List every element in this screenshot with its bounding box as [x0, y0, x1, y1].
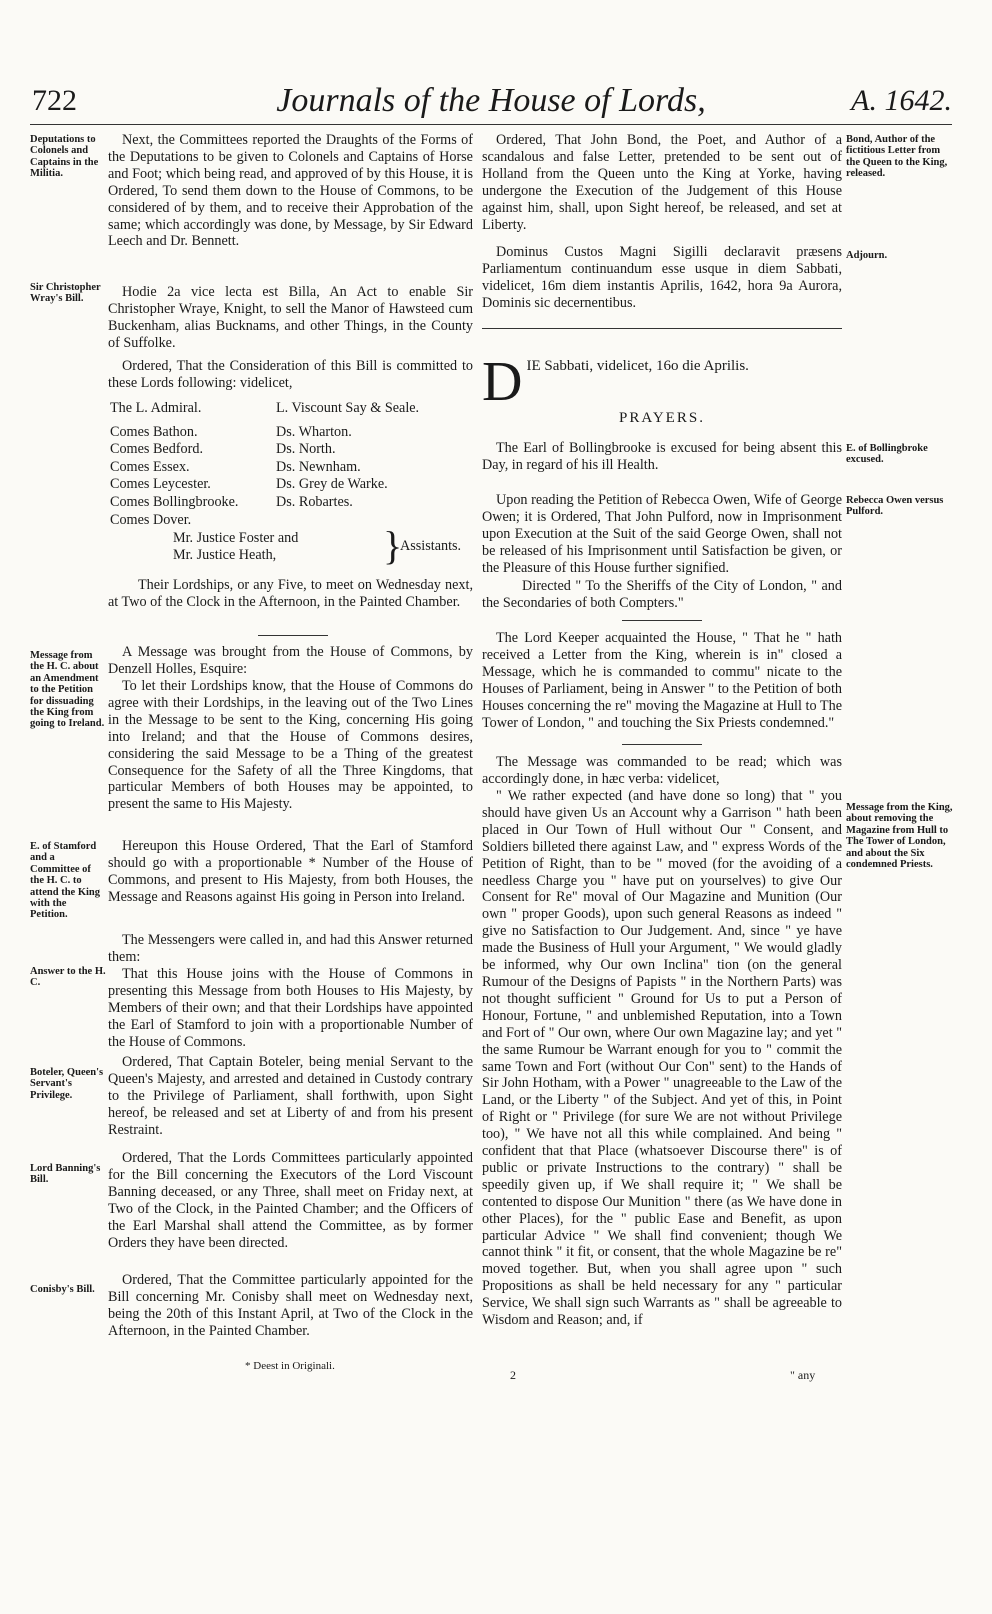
section-rule-3 [622, 744, 702, 745]
member-right-3: Ds. North. [276, 441, 336, 458]
page-title: Journals of the House of Lords, [276, 82, 706, 119]
margin-note-message-hc: Message from the H. C. about an Amendment to the Petition for dissuading the King from going to Ireland. [30, 650, 105, 730]
paragraph-messengers: The Messengers were called in, and had this Answer returned them: [108, 932, 473, 965]
members-left [110, 400, 270, 529]
member-left-0: The L. Admiral. [110, 400, 202, 416]
committee-members [108, 400, 473, 528]
assistant-heath: Mr. Justice Heath, [173, 547, 277, 563]
margin-note-owen: Rebecca Owen versus Pulford. [846, 495, 944, 518]
member-right-2: Ds. Wharton. [276, 423, 352, 440]
signature-mark: 2 [510, 1368, 516, 1382]
day-heading-text: IE Sabbati, videlicet, 16o die Aprilis. [526, 358, 749, 374]
members-right [276, 400, 476, 512]
member-left-4: Comes Essex. [110, 458, 190, 475]
paragraph-adjourn: Dominus Custos Magni Sigilli declaravit præsens Parliamentum continuandum esse usque in diem Sabbati, videlicet, 16m diem instantis Aprilis, 1642, hora 9a Aurora, Dominis sic decernentibus. [482, 244, 842, 311]
catchword: " any [790, 1368, 816, 1382]
drop-cap: D [482, 351, 523, 413]
paragraph-message-read: The Message was commanded to be read; which was accordingly done, in hæc verba: videlicet, [482, 754, 842, 787]
paragraph-lord-keeper: The Lord Keeper acquainted the House, " That he " hath received a Letter from the King, wherein is in" closed a Message, which he is commanded to commu" nicate to the Houses of Parliament, being in Answer " to the Petition of both Houses concerning the re" moving the Magazine at Hull to The Tower of London, " and touching the Six Priests condemned." [482, 630, 842, 731]
member-left-6: Comes Bollingbrooke. [110, 493, 239, 510]
margin-note-boteler: Boteler, Queen's Servant's Privilege. [30, 1067, 104, 1101]
paragraph-boteler: Ordered, That Captain Boteler, being menial Servant to the Queen's Majesty, and arrested and detained in Custody contrary to the Privilege of Parliament, shall forthwith, upon Sight hereof, be released and set at Liberty of and from his present Restraint. [108, 1054, 473, 1138]
paragraph-deputations: Next, the Committees reported the Draughts of the Forms of the Deputations to be given to Colonels and Captains of Horse and Foot; which being read, and approved of by this House, it is Ordered, To send them down to the House of Commons, to be considered of by them, and to receive their Approbation of the same; which accordingly was done, by Message, by Sir Edward Leech and Dr. Bennett. [108, 132, 473, 250]
margin-note-adjourn: Adjourn. [846, 250, 888, 261]
margin-note-wray: Sir Christopher Wray's Bill. [30, 282, 101, 305]
member-left-7: Comes Dover. [110, 511, 192, 528]
member-left-5: Comes Leycester. [110, 476, 211, 493]
day-heading [482, 351, 842, 413]
member-right-6: Ds. Robartes. [276, 493, 353, 510]
paragraph-banning: Ordered, That the Lords Committees particularly appointed for the Bill concerning the Executors of the Lord Viscount Banning deceased, or any Three, shall meet on Friday next, at Two of the Clock, in the Painted Chamber; and the Officers of the Earl Marshal shall attend the Committee, as by former Orders they have been directed. [108, 1150, 473, 1251]
assistants-label: Assistants. [400, 538, 462, 554]
assistant-foster: Mr. Justice Foster and [173, 530, 299, 546]
assistants-block [173, 523, 462, 568]
paragraph-conisby: Ordered, That the Committee particularly appointed for the Bill concerning Mr. Conisby shall meet on Wednesday next, being the 20th of this Instant April, at Two of the Clock in the Afternoon, in the Painted Chamber. [108, 1272, 473, 1339]
section-rule [258, 635, 328, 636]
paragraph-stamford: Hereupon this House Ordered, That the Earl of Stamford should go with a proportionable * Number of the House of Commons, and present to His Majesty, from both Houses, the Message and Reasons against His going in Person into Ireland. [108, 838, 473, 905]
paragraph-committed: Ordered, That the Consideration of this Bill is committed to these Lords following: videlicet, [108, 358, 473, 391]
paragraph-their-lordships: Their Lordships, or any Five, to meet on Wednesday next, at Two of the Clock in the Afternoon, in the Painted Chamber. [108, 577, 473, 610]
margin-note-king-message: Message from the King, about removing the Magazine from Hull to The Tower of London, and about the Six condemned Priests. [846, 802, 953, 871]
page-header [30, 84, 952, 124]
page-year: A. 1642. [851, 84, 952, 117]
page-number: 722 [32, 84, 77, 117]
member-right-5: Ds. Grey de Warke. [276, 476, 388, 493]
header-rule [30, 124, 952, 125]
paragraph-king-message: " We rather expected (and have done so long) that " you should have given Us an Account why a Garrison " hath been placed in Our Town of Hull without Our " Consent, and Soldiers billeted there against Law, and " express Words of the Petition of Right, than to be " moved (for the avoiding of a needless Charge you " have put on yourselves) to give Our Consent for Re" moval of Our Magazine and Munition (Our own " proper Goods), upon such general Reasons as indeed " give no Satisfaction to Our Judgement. And, since " ye have made the Business of Hull your Argument, " We would gladly be informed, why Our own Inclina" tion (on the general Rumour of the Designs of Papists " in the Northern Parts) was not thought sufficient " Ground for Us to put a Person of Honour, Fortune, " and unblemished Reputation, into a Town and Fort of " Our own, where Our own Magazine lay; and yet " the same Rumour be Warrant enough for you to " commit the same Town and Fort (without Our Con" sent) to the Hands of Sir John Hotham, with a Power " unagreeable to the Law of the Land, or the Liberty " of the Subject. And yet of this, in Point of Right or " Privilege (for sure We are not without Privilege too), " We have not all this while complained. And being " confident that that Place (whatsoever Discourse there" is of public or private Instructions to the contrary) " shall be speedily given up, if We shall require it; " We shall be contented to dispose Our Munition " there (as We have done in other Places), for the " public Ease and Benefit, as upon particular Advice " We shall find convenient; though We cannot think " it fit, or consent, that the whole Magazine be re" moved together. But, when you shall agree upon " such Propositions as shall be held necessary for any " particular Service, We shall sign such Warrants as " shall be agreeable to Wisdom and Reason; and, if [482, 788, 842, 1329]
day-rule [482, 328, 842, 329]
margin-note-answer: Answer to the H. C. [30, 966, 106, 989]
brace-mark: } [383, 523, 403, 568]
margin-note-bollingbroke: E. of Bollingbroke excused. [846, 443, 928, 466]
paragraph-answer: That this House joins with the House of Commons in presenting this Message from both Houses to His Majesty, by Members of their own; and that their Lordships have appointed the Earl of Stamford to join with a proportionable Number of the House of Commons. [108, 966, 473, 1050]
margin-note-banning: Lord Banning's Bill. [30, 1163, 101, 1186]
paragraph-owen: Upon reading the Petition of Rebecca Owen, Wife of George Owen; it is Ordered, That John Pulford, now in Imprisonment upon Execution at the Suit of the said George Owen, shall not be released of his Imprisonment until Satisfaction be given, or the Pleasure of this House further signified. [482, 492, 842, 576]
paragraph-directed: Directed " To the Sheriffs of the City of London, " and the Secondaries of both Compters." [482, 578, 842, 611]
member-right-4: Ds. Newnham. [276, 458, 361, 475]
member-right-0: L. Viscount Say & Seale. [276, 400, 420, 416]
paragraph-bond: Ordered, That John Bond, the Poet, and Author of a scandalous and false Letter, pretended to be sent out of Holland from the Queen unto the King at Yorke, having undergone the Execution of the Judgement of this House against him, shall, upon Sight hereof, be released, and set at Liberty. [482, 132, 842, 233]
margin-note-conisby: Conisby's Bill. [30, 1284, 95, 1295]
margin-note-bond: Bond, Author of the fictitious Letter from the Queen to the King, released. [846, 134, 948, 180]
margin-note-stamford: E. of Stamford and a Committee of the H. C. to attend the King with the Petition. [30, 841, 101, 921]
paragraph-message-content: To let their Lordships know, that the House of Commons do agree with their Lordships, in the leaving out of the Two Lines in the Message to be sent to the King, concerning His going into Ireland; and that the House of Commons desires, considering the said Message to be a Thing of the greatest Consequence for the Safety of all the Three Kingdoms, that particular Members of both Houses may be appointed, to present the same to His Majesty. [108, 678, 473, 813]
margin-note-deputations: Deputations to Colonels and Captains in the Militia. [30, 134, 99, 180]
paragraph-wray-bill: Hodie 2a vice lecta est Billa, An Act to enable Sir Christopher Wraye, Knight, to sell the Manor of Hawsteed cum Buckenham, alias Bucknams, and other Things, in the County of Suffolke. [108, 284, 473, 351]
prayers-heading: PRAYERS. [619, 410, 705, 426]
member-left-3: Comes Bedford. [110, 441, 203, 458]
member-left-2: Comes Bathon. [110, 423, 198, 440]
section-rule-2 [622, 620, 702, 621]
paragraph-bollingbroke: The Earl of Bollingbrooke is excused for being absent this Day, in regard of his ill Health. [482, 440, 842, 473]
footnote: * Deest in Originali. [245, 1360, 335, 1372]
paragraph-message-brought: A Message was brought from the House of Commons, by Denzell Holles, Esquire: [108, 644, 473, 677]
